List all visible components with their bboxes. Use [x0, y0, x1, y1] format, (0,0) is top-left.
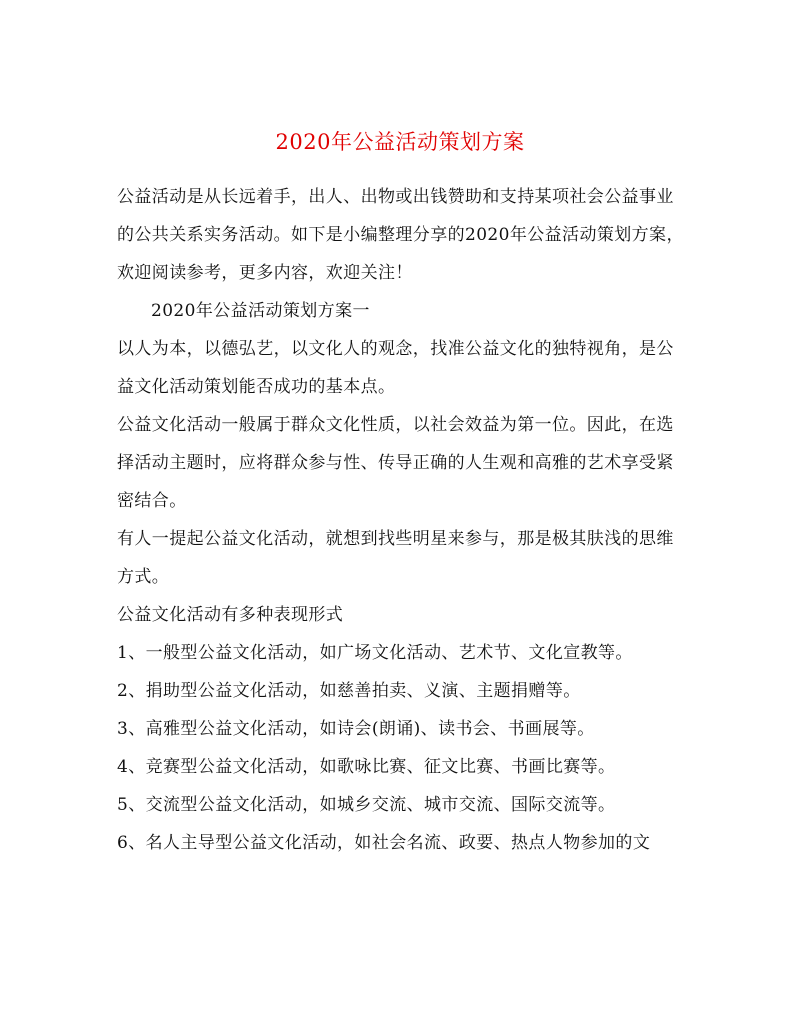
document-body — [117, 178, 687, 862]
list-item-4: 4、竞赛型公益文化活动，如歌咏比赛、征文比赛、书画比赛等。 — [117, 757, 616, 777]
paragraph-principle: 以人为本，以德弘艺，以文化人的观念，找准公益文化的独特视角，是公益文化活动策划能否成功的基本点。 — [117, 339, 674, 397]
list-item-6: 6、名人主导型公益文化活动，如社会名流、政要、热点人物参加的文 — [117, 833, 651, 853]
document-title: 2020年公益活动策划方案 — [275, 130, 525, 155]
paragraph-section-heading: 2020年公益活动策划方案一 — [151, 301, 370, 321]
list-item-3: 3、高雅型公益文化活动，如诗会(朗诵)、读书会、书画展等。 — [117, 719, 595, 739]
paragraph-nature: 公益文化活动一般属于群众文化性质，以社会效益为第一位。因此，在选择活动主题时，应将群众参与性、传导正确的人生观和高雅的艺术享受紧密结合。 — [117, 415, 674, 511]
list-item-2: 2、捐助型公益文化活动，如慈善拍卖、义演、主题捐赠等。 — [117, 681, 581, 701]
list-item-5: 5、交流型公益文化活动，如城乡交流、城市交流、国际交流等。 — [117, 795, 616, 815]
list-item-1: 1、一般型公益文化活动，如广场文化活动、艺术节、文化宣教等。 — [117, 643, 633, 663]
paragraph-forms-heading: 公益文化活动有多种表现形式 — [117, 605, 344, 625]
paragraph-intro: 公益活动是从长远着手，出人、出物或出钱赞助和支持某项社会公益事业的公共关系实务活动。如下是小编整理分享的2020年公益活动策划方案，欢迎阅读参考，更多内容，欢迎关注！ — [117, 187, 684, 283]
paragraph-misconception: 有人一提起公益文化活动，就想到找些明星来参与，那是极其肤浅的思维方式。 — [117, 529, 674, 587]
